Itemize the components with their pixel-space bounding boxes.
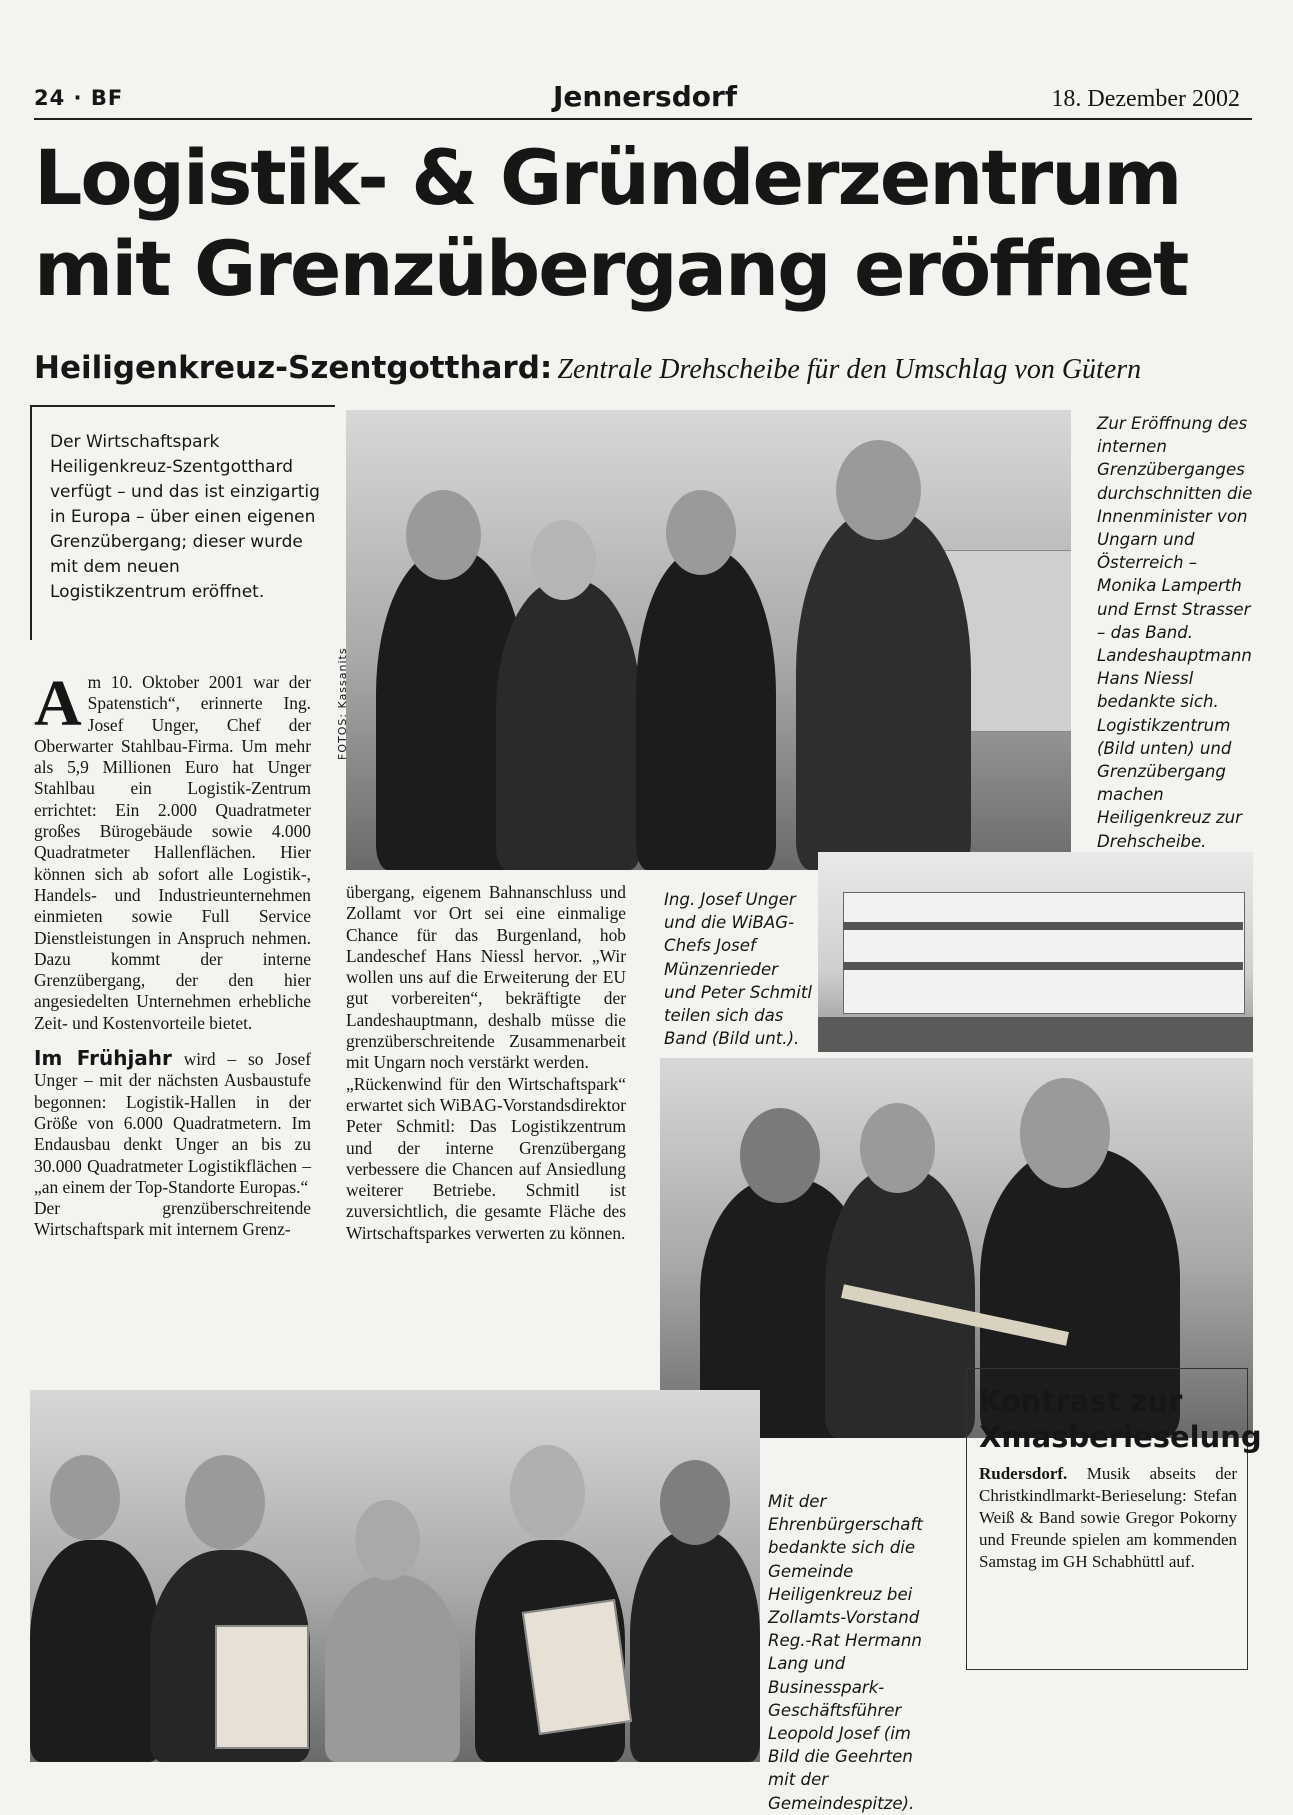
lead-rule-left (30, 405, 32, 640)
drop-cap: A (34, 667, 82, 740)
article-paragraph-5: „Rückenwind für den Wirtschaftspark“ erwartet sich WiBAG-Vorstandsdirektor Peter Schmitl: Das Logistikzentrum und der interne Grenzübergang verbessere die Chancen auf Ansiedlung weiterer Betriebe. Schmitl ist zuversichtlich, die gesamte Fläche des Wirtschaftsparkes verwerten zu können. (346, 1073, 626, 1243)
sidebar-place: Rudersdorf. (979, 1464, 1068, 1483)
photo-honorary-citizens (30, 1390, 760, 1762)
section-title: Jennersdorf (552, 80, 737, 113)
headline-line-2: mit Grenzübergang eröffnet (34, 224, 1188, 313)
article-column-2 (346, 882, 626, 1244)
article-paragraph-2: Im Frühjahr wird – so Josef Unger – mit der nächsten Ausbaustufe begonnen: Logistik-Hallen in der Größe von 6.000 Quadratmetern. Im Endausbau denkt Unger an bis zu 30.000 Quadratmeter Logistikflächen – „an einem der Top-Standorte Europas.“ (34, 1046, 311, 1197)
sidebar-text: Rudersdorf. Musik abseits der Christkindlmarkt-Berieselung: Stefan Weiß & Band sowie Gregor Pokorny und Freunde spielen am kommenden Samstag im GH Schabhüttl auf. (979, 1464, 1237, 1571)
photo-ribbon-cutting (346, 410, 1071, 870)
caption-bottom: Mit der Ehrenbürgerschaft bedankte sich die Gemeinde Heiligenkreuz bei Zollamts-Vorstand Reg.-Rat Hermann Lang und Businesspark-Geschäftsführer Leopold Josef (im Bild die Geehrten mit der Gemeindespitze). (768, 1492, 923, 1813)
certificate-left (215, 1625, 309, 1749)
article-paragraph-1: m 10. Oktober 2001 war der Spatenstich“, erinnerte Ing. Josef Unger, Chef der Oberwarter Stahlbau-Firma. Um mehr als 5,9 Millionen Euro hat Unger Stahlbau ein Logistik-Zentrum errichtet: Ein 2.000 Quadratmeter großes Bürogebäude sowie 4.000 Quadratmeter Hallenflächen. Hier können sich ab sofort alle Logistik-, Handels- und Industrieunternehmen einmieten sowie Full Service Dienstleistungen in Anspruch nehmen. Dazu kommt der interne Grenzübergang, der den hier angesiedelten Unternehmen erhebliche Zeit- und Kostenvorteile bietet. (34, 672, 311, 1033)
subheadline-tagline: Zentrale Drehscheibe für den Umschlag von Gütern (557, 354, 1142, 385)
article-subhead: Im Frühjahr (34, 1046, 172, 1071)
article-paragraph-3: Der grenzüberschreitende Wirtschaftspark mit internem Grenz- (34, 1198, 311, 1240)
subheadline-location: Heiligenkreuz-Szentgotthard: (34, 350, 553, 386)
headline (34, 132, 1264, 314)
subheadline (34, 350, 1274, 386)
page-number: 24 · BF (34, 86, 124, 110)
caption-top: Zur Eröffnung des internen Grenzüberganges durchschnitten die Innenminister von Ungarn und Österreich – Monika Lamperth und Ernst Strasser – das Band. Landeshauptmann Hans Niessl bedankte sich. Logistikzentrum (Bild unten) und Grenzübergang machen Heiligenkreuz zur Drehscheibe. (1097, 414, 1253, 851)
sidebar-box (966, 1368, 1262, 1670)
sidebar-title: Kontrast zur Xmasberieselung (979, 1384, 1262, 1454)
article-column-1 (34, 667, 311, 1241)
masthead-rule (34, 118, 1252, 120)
article-paragraph-4: übergang, eigenem Bahnanschluss und Zollamt vor Ort sei eine einmalige Chance für das Burgenland, hob Landeschef Hans Niessl hervor. „Wir wollen uns auf die Erweiterung der EU gut vorbereiten“, bekräftigte der Landeshauptmann, deshalb müsse die grenzüberschreitende Zusammenarbeit mit Ungarn noch verstärkt werden. (346, 882, 626, 1073)
issue-date: 18. Dezember 2002 (1051, 86, 1240, 112)
photo-credit: FOTOS: Kassanits (336, 647, 349, 760)
lead-paragraph: Der Wirtschaftspark Heiligenkreuz-Szentgotthard verfügt – und das ist einzigartig in Europa – über einen eigenen Grenzübergang; dieser wurde mit dem neuen Logistikzentrum eröffnet. (50, 432, 320, 602)
headline-line-1: Logistik- & Gründerzentrum (34, 133, 1181, 222)
caption-middle: Ing. Josef Unger und die WiBAG-Chefs Josef Münzenrieder und Peter Schmitl teilen sich das Band (Bild unt.). (664, 890, 812, 1049)
certificate-right (522, 1599, 632, 1735)
lead-rule (30, 405, 335, 407)
photo-logistics-center (818, 852, 1253, 1052)
